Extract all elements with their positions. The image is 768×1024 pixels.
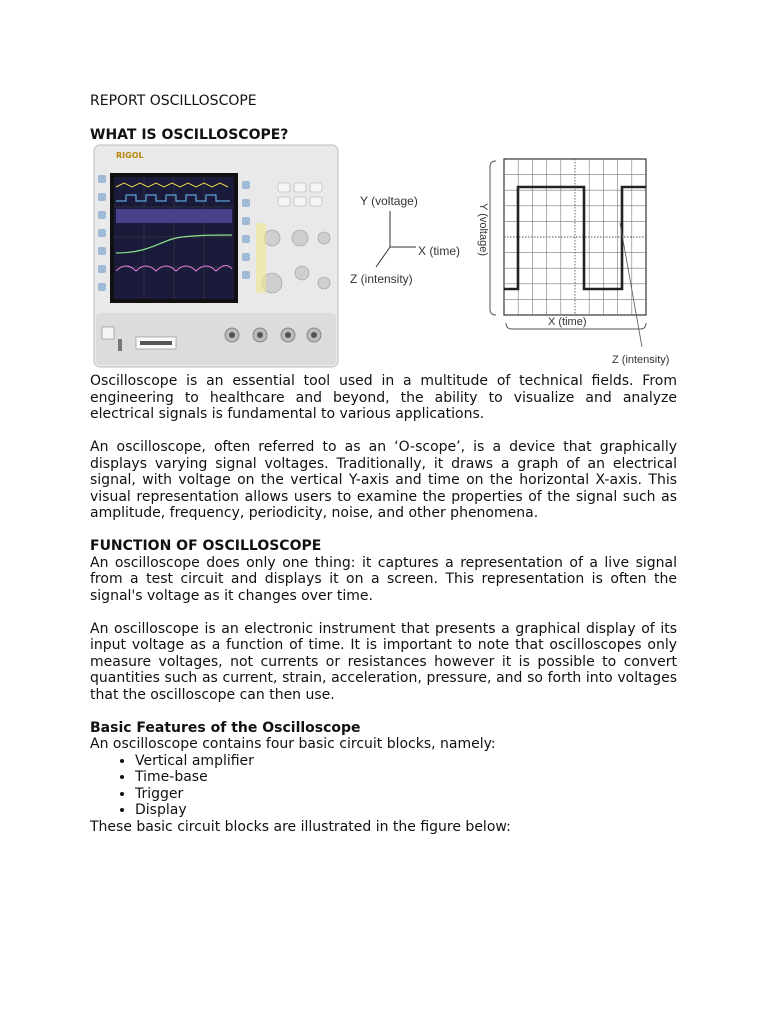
paragraph-instrument: An oscilloscope is an electronic instrument that presents a graphical display of its input voltage as a function of time. It is important to note that oscilloscopes only measure voltages, not currents or resistances however it is possible to convert quantities such as current, strain, acceleration, pressure, and so forth into voltages that the oscilloscope can then use. — [90, 620, 677, 703]
section-heading-function: FUNCTION OF OSCILLOSCOPE — [90, 538, 322, 554]
grid-x-time-label: X (time) — [548, 316, 587, 328]
y-voltage-label: Y (voltage) — [360, 194, 418, 208]
axes-diagram — [350, 143, 678, 369]
x-time-label: X (time) — [418, 244, 460, 258]
section-heading-features: Basic Features of the Oscilloscope — [90, 719, 361, 736]
list-item: • Time-base — [135, 769, 677, 786]
grid-y-voltage-label: Y (voltage) — [477, 203, 489, 256]
z-intensity-label: Z (intensity) — [350, 272, 413, 286]
grid-z-intensity-label: Z (intensity) — [612, 354, 670, 366]
paragraph-function: An oscilloscope does only one thing: it captures a representation of a live signal from a test circuit and displays it on a screen. This representation is often the signal's voltage as it changes over time. — [90, 554, 677, 604]
list-item: • Vertical amplifier — [135, 753, 677, 770]
report-title: REPORT OSCILLOSCOPE — [90, 93, 257, 109]
scope-brand-text: RIGOL — [116, 151, 144, 160]
paragraph-blocks-intro: An oscilloscope contains four basic circuit blocks, namely: — [90, 736, 496, 752]
section-heading-what-is: WHAT IS OSCILLOSCOPE? — [90, 126, 289, 143]
paragraph-intro: Oscilloscope is an essential tool used in a multitude of technical fields. From engineering to healthcare and beyond, the ability to visualize and analyze electrical signals is fundamental to various applications. — [90, 373, 677, 422]
paragraph-definition: An oscilloscope, often referred to as an ‘O-scope’, is a device that graphically displays varying signal voltages. Traditionally, it draws a graph of an electrical signal, with voltage on the vertical Y-axis and time on the horizontal X-axis. This visual representation allows users to examine the properties of the signal such as amplitude, frequency, periodicity, noise, and other phenomena. — [90, 439, 677, 521]
oscilloscope-device-image — [92, 143, 340, 369]
list-item: • Display — [135, 802, 677, 819]
list-item: • Trigger — [135, 786, 677, 803]
graticule-grid — [504, 159, 646, 315]
oscilloscope-figure — [90, 143, 678, 373]
document-content — [90, 93, 677, 835]
circuit-blocks-list — [90, 753, 677, 819]
paragraph-figure-reference: These basic circuit blocks are illustrated in the figure below: — [90, 818, 511, 835]
